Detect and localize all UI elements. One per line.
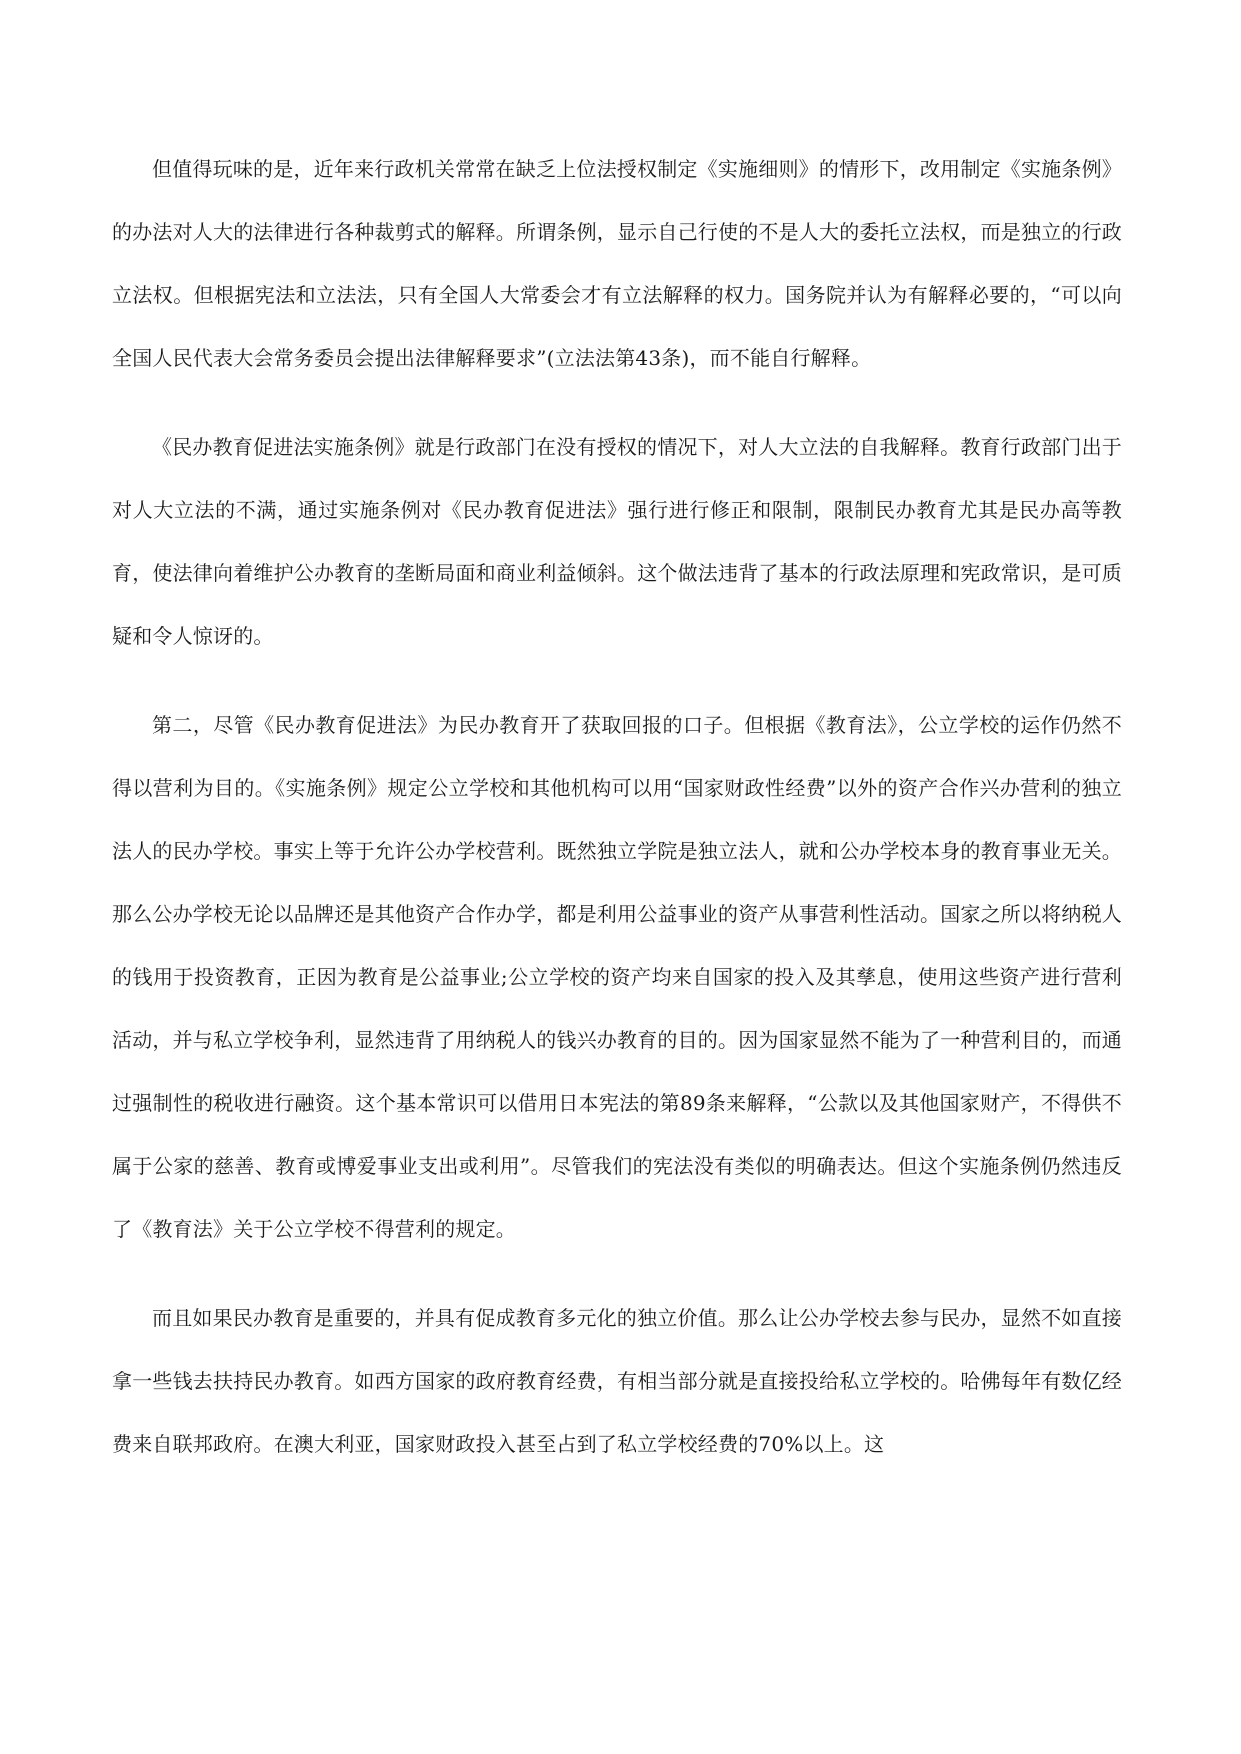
- paragraph-support-private-education: 而且如果民办教育是重要的，并具有促成教育多元化的独立价值。那么让公办学校去参与民办，显然不如直接拿一些钱去扶持民办教育。如西方国家的政府教育经费，有相当部分就是直接投给私立学校的。哈佛每年有数亿经费来自联邦政府。在澳大利亚，国家财政投入甚至占到了私立学校经费的70%以上。这: [112, 1306, 1122, 1456]
- document-body: [112, 138, 1122, 1476]
- paragraph-administrative-regulations: 但值得玩味的是，近年来行政机关常常在缺乏上位法授权制定《实施细则》的情形下，改用制定《实施条例》的办法对人大的法律进行各种裁剪式的解释。所谓条例，显示自己行使的不是人大的委托立法权，而是独立的行政立法权。但根据宪法和立法法，只有全国人大常委会才有立法解释的权力。国务院并认为有解释必要的，“可以向全国人民代表大会常务委员会提出法律解释要求”(立法法第43条)，而不能自行解释。: [112, 157, 1122, 370]
- paragraph-private-education-regulation: 《民办教育促进法实施条例》就是行政部门在没有授权的情况下，对人大立法的自我解释。教育行政部门出于对人大立法的不满，通过实施条例对《民办教育促进法》强行进行修正和限制，限制民办教育尤其是民办高等教育，使法律向着维护公办教育的垄断局面和商业利益倾斜。这个做法违背了基本的行政法原理和宪政常识，是可质疑和令人惊讶的。: [112, 435, 1122, 648]
- paragraph-public-school-profit: 第二，尽管《民办教育促进法》为民办教育开了获取回报的口子。但根据《教育法》，公立学校的运作仍然不得以营利为目的。《实施条例》规定公立学校和其他机构可以用“国家财政性经费”以外的资产合作兴办营利的独立法人的民办学校。事实上等于允许公办学校营利。既然独立学院是独立法人，就和公办学校本身的教育事业无关。那么公办学校无论以品牌还是其他资产合作办学，都是利用公益事业的资产从事营利性活动。国家之所以将纳税人的钱用于投资教育，正因为教育是公益事业;公立学校的资产均来自国家的投入及其孳息，使用这些资产进行营利活动，并与私立学校争利，显然违背了用纳税人的钱兴办教育的目的。因为国家显然不能为了一种营利目的，而通过强制性的税收进行融资。这个基本常识可以借用日本宪法的第89条来解释，“公款以及其他国家财产，不得供不属于公家的慈善、教育或博爱事业支出或利用”。尽管我们的宪法没有类似的明确表达。但这个实施条例仍然违反了《教育法》关于公立学校不得营利的规定。: [112, 713, 1122, 1241]
